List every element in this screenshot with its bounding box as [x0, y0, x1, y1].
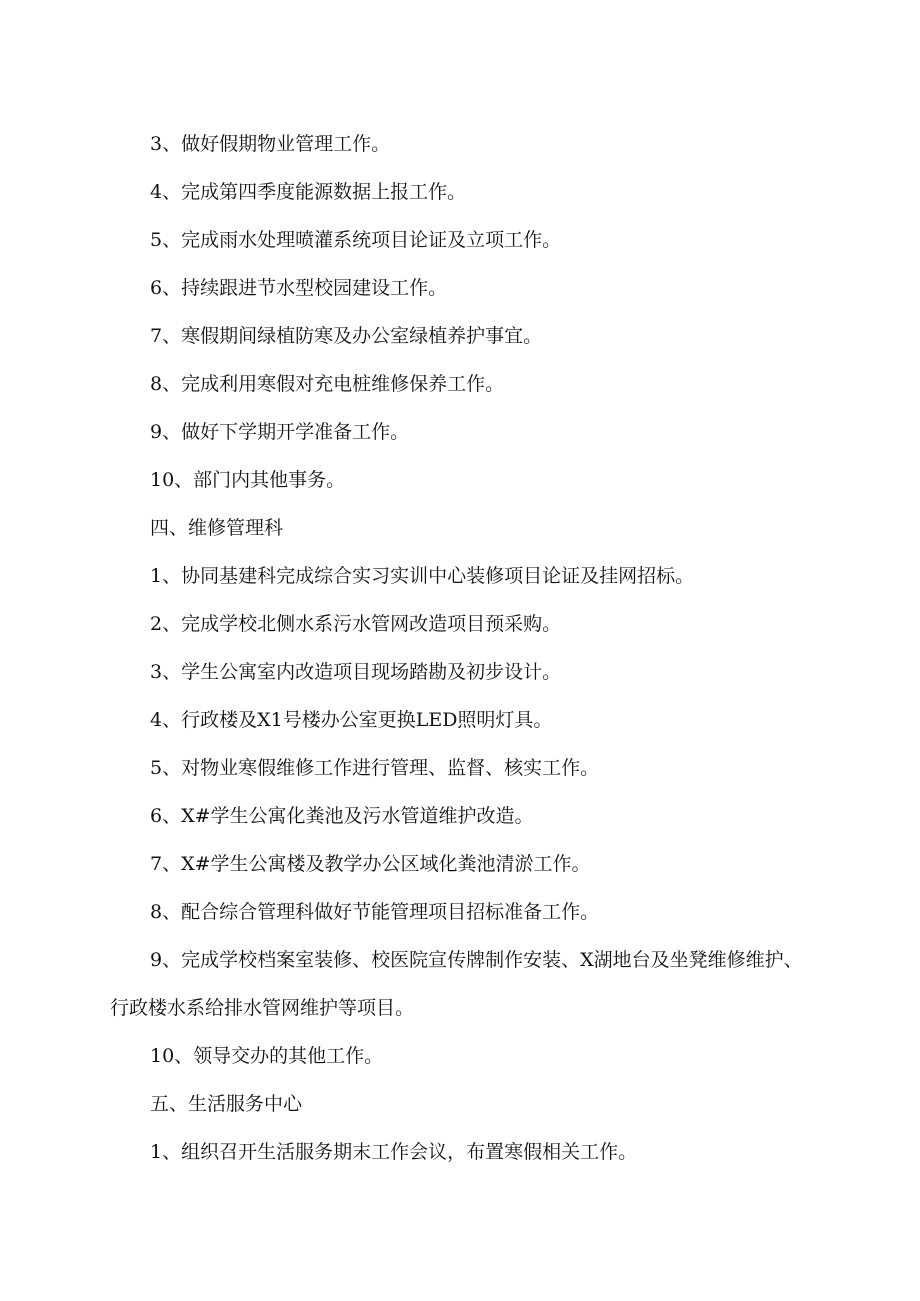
- paragraph: 1、组织召开生活服务期末工作会议，布置寒假相关工作。: [150, 1141, 638, 1163]
- paragraph: 9、完成学校档案室装修、校医院宣传牌制作安装、X湖地台及坐凳维修维护、行政楼水系给排水管网维护等项目。: [110, 949, 803, 1019]
- paragraph: 6、X#学生公寓化粪池及污水管道维护改造。: [150, 805, 534, 827]
- paragraph: 3、学生公寓室内改造项目现场踏勘及初步设计。: [150, 661, 562, 683]
- paragraph: 7、X#学生公寓楼及教学办公区域化粪池清淤工作。: [150, 853, 591, 875]
- paragraph: 1、协同基建科完成综合实习实训中心装修项目论证及挂网招标。: [150, 565, 695, 587]
- section-heading-maintenance: 四、维修管理科: [150, 517, 284, 539]
- document-body: [110, 120, 810, 1176]
- section-heading-life-services: 五、生活服务中心: [150, 1093, 303, 1115]
- paragraph: 5、对物业寒假维修工作进行管理、监督、核实工作。: [150, 757, 600, 779]
- paragraph: 4、完成第四季度能源数据上报工作。: [150, 181, 467, 203]
- paragraph: 3、做好假期物业管理工作。: [150, 133, 391, 155]
- paragraph: 2、完成学校北侧水系污水管网改造项目预采购。: [150, 613, 562, 635]
- paragraph: 8、配合综合管理科做好节能管理项目招标准备工作。: [150, 901, 600, 923]
- paragraph: 4、行政楼及X1号楼办公室更换LED照明灯具。: [150, 709, 553, 731]
- paragraph: 7、寒假期间绿植防寒及办公室绿植养护事宜。: [150, 325, 543, 347]
- paragraph: 10、领导交办的其他工作。: [150, 1045, 384, 1067]
- paragraph: 9、做好下学期开学准备工作。: [150, 421, 410, 443]
- paragraph: 8、完成利用寒假对充电桩维修保养工作。: [150, 373, 505, 395]
- paragraph: 10、部门内其他事务。: [150, 469, 346, 491]
- paragraph: 6、持续跟进节水型校园建设工作。: [150, 277, 448, 299]
- paragraph: 5、完成雨水处理喷灌系统项目论证及立项工作。: [150, 229, 562, 251]
